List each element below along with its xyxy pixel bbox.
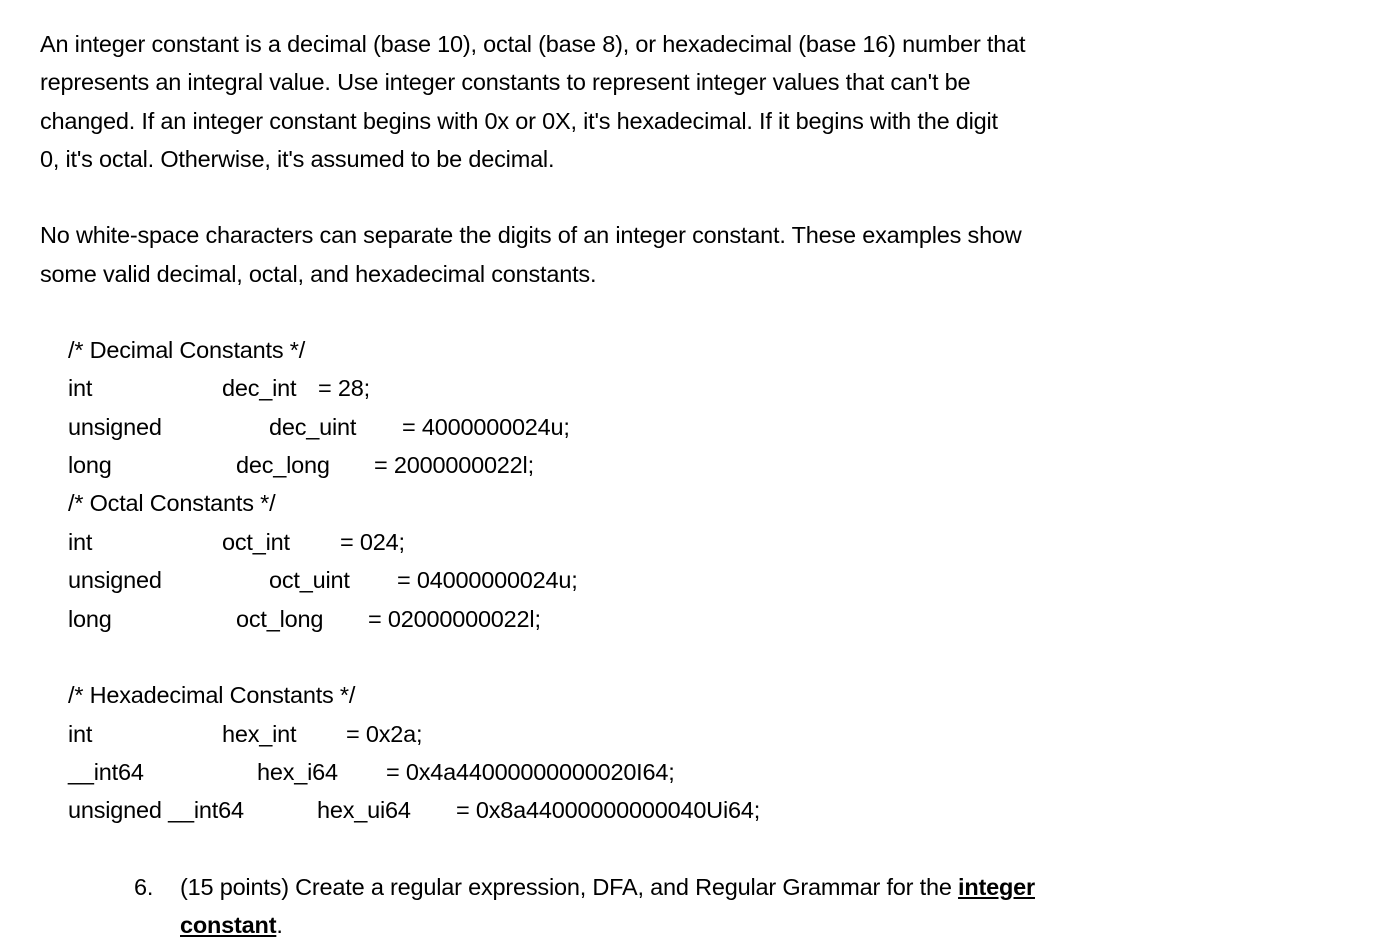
code-value: = 28; [318,375,370,401]
question-text: (15 points) Create a regular expression, DFA, and Regular Grammar for the [180,874,959,900]
code-type: unsigned [68,414,162,440]
code-comment: /* Hexadecimal Constants */ [68,682,356,708]
question-number: 6. [134,874,154,900]
question-end: . [276,912,283,938]
code-type: unsigned [68,567,162,593]
text-line: changed. If an integer constant begins with 0x or 0X, it's hexadecimal. If it begins with the digit [40,108,998,134]
code-comment: /* Octal Constants */ [68,490,276,516]
question-keyword: constant [180,912,277,938]
code-name: dec_int [222,375,297,401]
code-name: oct_long [236,606,324,632]
code-value: = 0x2a; [346,721,423,747]
code-value: = 024; [340,529,405,555]
code-type: int [68,529,93,555]
code-name: oct_uint [269,567,350,593]
question-text-line [180,872,1035,902]
code-comment: /* Decimal Constants */ [68,337,306,363]
text-line: No white-space characters can separate the digits of an integer constant. These examples show [40,222,1022,248]
question-text-line [180,910,283,940]
code-value: = 2000000022l; [374,452,534,478]
code-name: dec_uint [269,414,357,440]
code-type: __int64 [68,759,144,785]
code-type: int [68,375,93,401]
text-line: 0, it's octal. Otherwise, it's assumed to be decimal. [40,146,555,172]
code-name: hex_i64 [257,759,338,785]
text-line: some valid decimal, octal, and hexadecimal constants. [40,261,597,287]
code-type: unsigned __int64 [68,797,244,823]
code-type: long [68,606,112,632]
code-value: = 02000000022l; [368,606,541,632]
code-type: long [68,452,112,478]
question-keyword: integer [958,874,1035,900]
code-value: = 0x4a44000000000020I64; [386,759,675,785]
code-name: hex_int [222,721,297,747]
code-name: oct_int [222,529,290,555]
code-value: = 04000000024u; [397,567,578,593]
code-name: dec_long [236,452,330,478]
code-value: = 0x8a44000000000040Ui64; [456,797,761,823]
code-type: int [68,721,93,747]
code-name: hex_ui64 [317,797,411,823]
text-line: represents an integral value. Use integer constants to represent integer values that can't be [40,69,971,95]
code-value: = 4000000024u; [402,414,570,440]
text-line: An integer constant is a decimal (base 10), octal (base 8), or hexadecimal (base 16) number that [40,31,1026,57]
